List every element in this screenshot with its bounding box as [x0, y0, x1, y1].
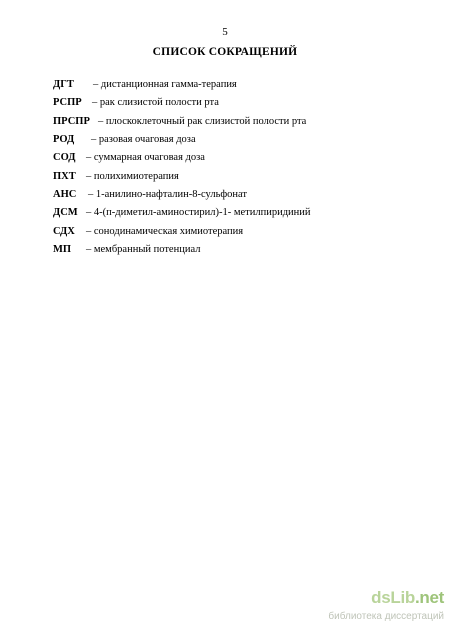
abbreviation: ДСМ: [53, 207, 78, 218]
watermark-logo-tld: .net: [414, 588, 444, 607]
abbreviation-definition: – сонодинамическая химиотерапия: [86, 226, 244, 237]
abbreviation-definition: – полихимиотерапия: [86, 171, 179, 182]
abbreviation: МП: [53, 244, 72, 255]
watermark-logo: [371, 588, 444, 608]
abbreviation-definition: – дистанционная гамма-терапия: [93, 79, 237, 90]
abbreviation: ДГТ: [53, 79, 74, 90]
abbreviation: ПРСПР: [53, 116, 90, 127]
abbreviation: СОД: [53, 152, 76, 163]
abbreviation-definition: – суммарная очаговая доза: [86, 152, 205, 163]
watermark-subtitle: библиотека диссертаций: [328, 611, 444, 622]
page-number: 5: [222, 26, 228, 38]
abbreviation: АНС: [53, 189, 77, 200]
abbreviation-definition: – 1-анилино-нафталин-8-сульфонат: [88, 189, 248, 200]
abbreviation: РСПР: [53, 97, 82, 108]
abbreviation-definition: – 4-(п-диметил-аминостирил)-1- метилпиридиний: [86, 207, 311, 218]
page-title: СПИСОК СОКРАЩЕНИЙ: [152, 46, 298, 58]
watermark-logo-main: dsLib: [371, 588, 415, 607]
abbreviation-definition: – разовая очаговая доза: [91, 134, 196, 145]
abbreviation-definition: – мембранный потенциал: [86, 244, 201, 255]
dslib-watermark: [328, 588, 448, 632]
abbreviation: РОД: [53, 134, 75, 145]
abbreviation: СДХ: [53, 226, 75, 237]
abbreviation-definition: – рак слизистой полости рта: [92, 97, 219, 108]
abbreviation: ПХТ: [53, 171, 76, 182]
abbreviation-definition: – плоскоклеточный рак слизистой полости рта: [98, 116, 307, 127]
